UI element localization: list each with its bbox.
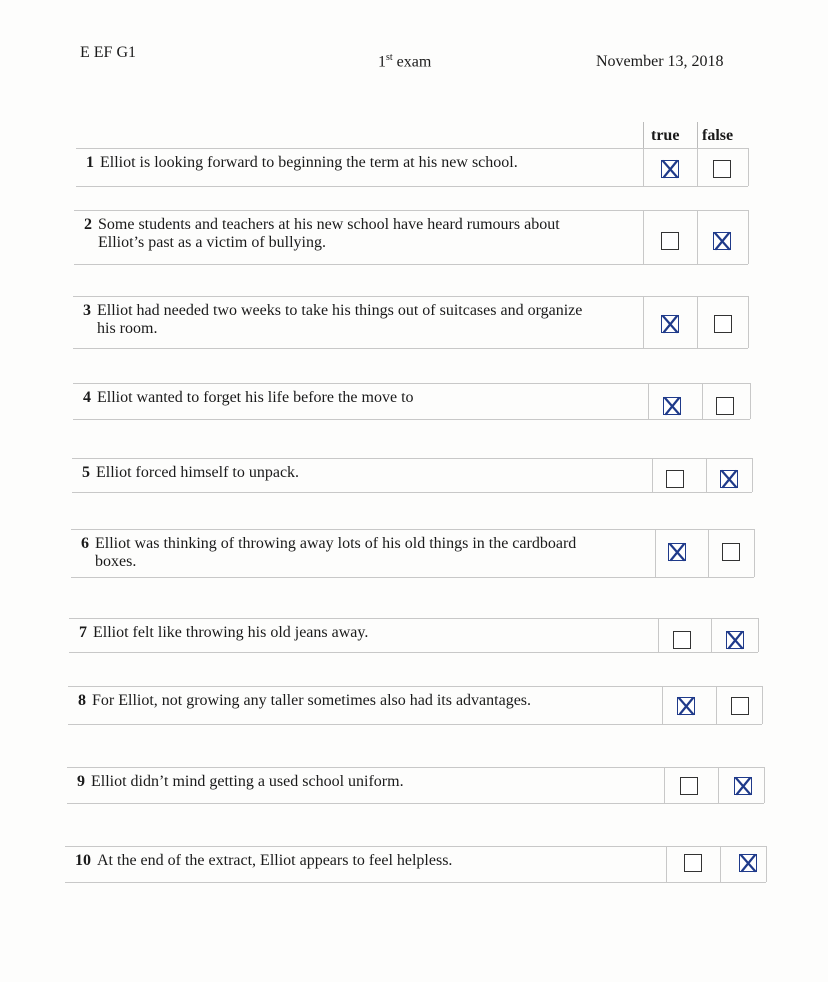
check-mark-icon <box>675 695 697 717</box>
checkbox-false[interactable] <box>731 697 749 715</box>
cell-divider <box>711 618 712 652</box>
check-mark-icon <box>711 230 733 252</box>
question-text <box>84 216 637 252</box>
cell-divider <box>648 383 649 419</box>
question-number: 7 <box>79 624 87 641</box>
question-row <box>0 383 828 427</box>
checkbox-true[interactable] <box>680 777 698 795</box>
cell-divider <box>752 458 753 492</box>
row-divider <box>73 296 748 297</box>
checkbox-true[interactable] <box>661 315 679 333</box>
cell-divider <box>748 148 749 186</box>
check-mark-icon <box>659 158 681 180</box>
checkbox-false[interactable] <box>714 315 732 333</box>
cell-divider <box>750 383 751 419</box>
exam-number: 1 <box>378 53 386 71</box>
row-divider <box>76 148 748 149</box>
exam-ordinal: st <box>386 52 393 63</box>
question-line-1: Elliot forced himself to unpack. <box>96 464 300 481</box>
question-text <box>77 773 658 791</box>
question-text <box>78 692 656 710</box>
question-row <box>0 458 828 500</box>
column-header-true: true <box>651 127 680 144</box>
row-divider <box>73 419 750 420</box>
checkbox-true[interactable] <box>668 543 686 561</box>
question-line-2: his room. <box>97 320 158 337</box>
question-number: 1 <box>86 154 94 171</box>
cell-divider <box>652 458 653 492</box>
question-number: 4 <box>83 389 91 406</box>
question-row <box>0 618 828 660</box>
check-mark-icon <box>661 395 683 417</box>
checkbox-false[interactable] <box>713 232 731 250</box>
row-divider <box>71 577 754 578</box>
exam-title <box>378 52 431 71</box>
cell-divider <box>706 458 707 492</box>
question-line-1: Elliot was thinking of throwing away lots of his old things in the cardboard <box>95 535 577 552</box>
question-row <box>0 210 828 272</box>
cell-divider <box>748 210 749 264</box>
cell-divider <box>643 296 644 348</box>
column-header-false: false <box>702 127 734 144</box>
question-line-2: Elliot’s past as a victim of bullying. <box>98 234 326 251</box>
row-divider <box>73 348 748 349</box>
cell-divider <box>643 210 644 264</box>
row-divider <box>69 652 758 653</box>
cell-divider <box>754 529 755 577</box>
question-number: 3 <box>83 302 91 319</box>
cell-divider <box>662 686 663 724</box>
cell-divider <box>716 686 717 724</box>
checkbox-false[interactable] <box>720 470 738 488</box>
question-line-1: Elliot had needed two weeks to take his things out of suitcases and organize <box>97 302 583 319</box>
checkbox-true[interactable] <box>684 854 702 872</box>
row-divider <box>67 803 764 804</box>
checkbox-false[interactable] <box>713 160 731 178</box>
exam-word: exam <box>392 53 432 71</box>
question-row <box>0 686 828 732</box>
checkbox-false[interactable] <box>739 854 757 872</box>
question-line-1: Elliot felt like throwing his old jeans away. <box>93 624 369 641</box>
class-code: E EF G1 <box>80 44 136 61</box>
question-row <box>0 148 828 194</box>
cell-divider <box>762 686 763 724</box>
question-text <box>75 852 660 870</box>
checkbox-false[interactable] <box>722 543 740 561</box>
row-divider <box>69 618 758 619</box>
cell-divider <box>718 767 719 803</box>
cell-divider <box>697 210 698 264</box>
cell-divider <box>758 618 759 652</box>
question-row <box>0 296 828 356</box>
question-number: 2 <box>84 216 92 233</box>
question-text <box>83 389 642 407</box>
question-row <box>0 529 828 585</box>
cell-divider <box>708 529 709 577</box>
question-text <box>81 535 649 571</box>
question-number: 8 <box>78 692 86 709</box>
cell-divider <box>720 846 721 882</box>
cell-divider <box>697 148 698 186</box>
cell-divider <box>748 296 749 348</box>
checkbox-true[interactable] <box>663 397 681 415</box>
row-divider <box>74 264 748 265</box>
question-row <box>0 767 828 811</box>
question-text <box>82 464 646 482</box>
row-divider <box>71 529 754 530</box>
question-line-1: At the end of the extract, Elliot appears to feel helpless. <box>97 852 453 869</box>
row-divider <box>72 458 752 459</box>
check-mark-icon <box>659 313 681 335</box>
question-number: 5 <box>82 464 90 481</box>
checkbox-false[interactable] <box>734 777 752 795</box>
cell-divider <box>764 767 765 803</box>
check-mark-icon <box>724 629 746 651</box>
checkbox-false[interactable] <box>726 631 744 649</box>
question-line-2: boxes. <box>95 553 137 570</box>
check-mark-icon <box>666 541 688 563</box>
cell-divider <box>655 529 656 577</box>
checkbox-true[interactable] <box>666 470 684 488</box>
exam-date: November 13, 2018 <box>596 53 724 70</box>
checkbox-true[interactable] <box>661 160 679 178</box>
question-text <box>83 302 637 338</box>
question-text <box>79 624 652 642</box>
row-divider <box>68 686 762 687</box>
question-line-1: Elliot is looking forward to beginning the term at his new school. <box>100 154 518 171</box>
question-line-1: Elliot wanted to forget his life before the move to <box>97 389 414 406</box>
question-number: 6 <box>81 535 89 552</box>
row-divider <box>67 767 764 768</box>
row-divider <box>68 724 762 725</box>
cell-divider <box>664 767 665 803</box>
cell-divider <box>643 148 644 186</box>
row-divider <box>72 492 752 493</box>
row-divider <box>65 882 766 883</box>
row-divider <box>65 846 766 847</box>
question-row <box>0 846 828 890</box>
cell-divider <box>666 846 667 882</box>
question-line-1: Some students and teachers at his new school have heard rumours about <box>98 216 560 233</box>
question-number: 10 <box>75 852 91 869</box>
question-number: 9 <box>77 773 85 790</box>
cell-divider <box>697 296 698 348</box>
checkbox-false[interactable] <box>716 397 734 415</box>
question-line-1: Elliot didn’t mind getting a used school uniform. <box>91 773 404 790</box>
row-divider <box>76 186 748 187</box>
question-text <box>86 154 637 172</box>
row-divider <box>74 210 748 211</box>
check-mark-icon <box>718 468 740 490</box>
cell-divider <box>658 618 659 652</box>
question-line-1: For Elliot, not growing any taller sometimes also had its advantages. <box>92 692 532 709</box>
check-mark-icon <box>732 775 754 797</box>
check-mark-icon <box>737 852 759 874</box>
checkbox-true[interactable] <box>677 697 695 715</box>
checkbox-true[interactable] <box>673 631 691 649</box>
cell-divider <box>702 383 703 419</box>
cell-divider <box>766 846 767 882</box>
checkbox-true[interactable] <box>661 232 679 250</box>
